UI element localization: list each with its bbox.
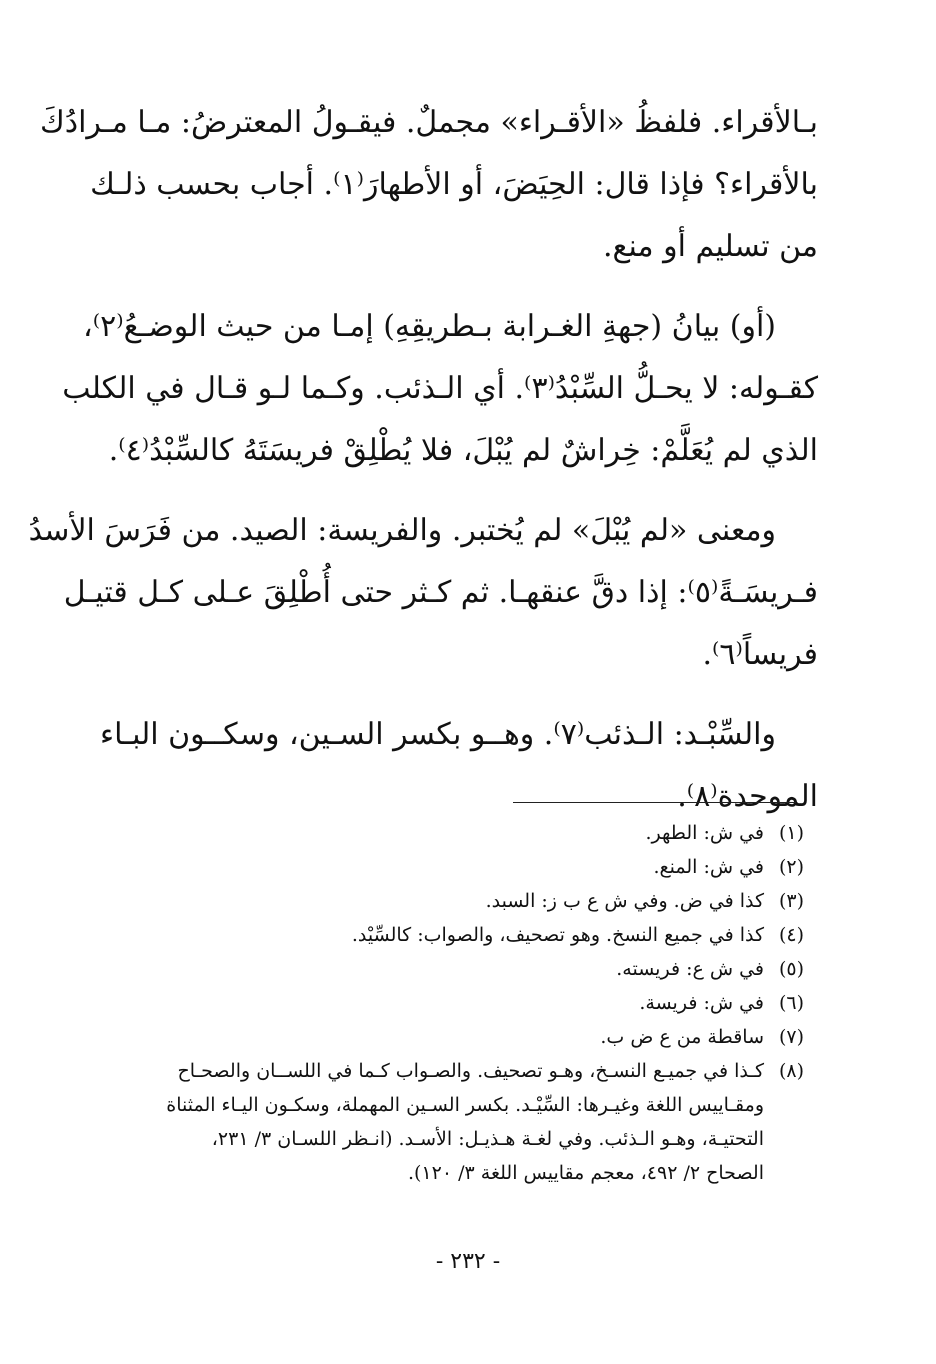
footnote-line: التحتيـة، وهـو الـذئب. وفي لغـة هـذيـل: الأسـد. (انـظر اللسـان ٣/ ٢٣١، xyxy=(211,1128,764,1150)
footnote-line: الصحاح ٢/ ٤٩٢، معجم مقاييس اللغة ٣/ ١٢٠). xyxy=(407,1162,764,1184)
footnote-text xyxy=(110,952,764,986)
footnote xyxy=(110,850,804,884)
footnote-text xyxy=(110,918,764,952)
footnotes xyxy=(110,816,804,1190)
footnote xyxy=(110,986,804,1020)
main-text xyxy=(28,92,818,846)
footnote-line: في ش: فريسة. xyxy=(639,992,764,1014)
footnote xyxy=(110,884,804,918)
footnote-line: في ش: المنع. xyxy=(653,856,764,878)
paragraph xyxy=(39,92,818,278)
text-line: الموحدة⁽٨⁾. xyxy=(677,779,818,814)
paragraph xyxy=(28,500,818,686)
text-line: فريساً⁽٦⁾. xyxy=(702,637,818,672)
footnote-line: كذا في جميع النسخ. وهو تصحيف، والصواب: كالسِّيْد. xyxy=(351,924,764,946)
page-number: - ٢٣٢ - xyxy=(435,1249,501,1274)
footnote xyxy=(110,816,804,850)
footnote xyxy=(110,1020,804,1054)
text-line: الذي لم يُعَلَّمْ: خِراشٌ لم يُبْلَ، فلا يُطْلِقْ فريسَتَهُ كالسِّبْدُ⁽٤⁾. xyxy=(108,433,818,468)
footnote xyxy=(110,952,804,986)
text-line: ومعنى «لم يُبْلَ» لم يُختبر. والفريسة: الصيد. من فَرَسَ الأسدُ xyxy=(28,513,776,548)
footnote xyxy=(110,918,804,952)
footnote-number: (٨) xyxy=(778,1060,804,1082)
footnote-line: في ش: الطهر. xyxy=(645,822,764,844)
text-line: (أو) بيانُ (جهةِ الغـرابة بـطريقِهِ) إمـا من حيث الوضـعُ⁽٢⁾، xyxy=(83,309,776,344)
footnote-number: (٣) xyxy=(778,890,804,912)
footnote-text xyxy=(110,816,764,850)
text-line: فـريسَـةً⁽٥⁾: إذا دقَّ عنقهـا. ثم كـثر حتى أُطْلِقَ عـلى كـل قتيـل xyxy=(63,575,818,610)
footnote-text xyxy=(110,850,764,884)
paragraph xyxy=(62,296,818,482)
footnote-number: (٤) xyxy=(778,924,804,946)
footnote-number: (١) xyxy=(778,822,804,844)
text-line: بـالأقراء. فلفظُ «الأقـراء» مجملٌ. فيقـولُ المعترضُ: مـا مـرادُكَ xyxy=(39,105,818,140)
footnote-line: في ش ع: فريسته. xyxy=(616,958,764,980)
paragraph xyxy=(100,704,818,828)
text-line: كقـوله: لا يحـلُّ السِّبْدُ⁽٣⁾. أي الـذئب. وكـما لـو قـال في الكلب xyxy=(62,371,818,406)
footnote-line: كـذا في جميـع النسـخ، وهـو تصحيف. والصـواب كـما في اللســان والصحـاح xyxy=(177,1060,764,1082)
text-line: بالأقراء؟ فإذا قال: الحِيَضَ، أو الأطهارَ⁽١⁾. أجاب بحسب ذلـك xyxy=(90,167,818,202)
footnote-line: ومقـاييس اللغة وغيـرها: السِّيْـد. بكسر السـين المهملة، وسكـون اليـاء المثناة xyxy=(166,1094,764,1116)
footnote-line: ساقطة من ع ض ب. xyxy=(600,1026,764,1048)
footnote xyxy=(110,1054,804,1190)
footnote-number: (٥) xyxy=(778,958,804,980)
footnote-number: (٢) xyxy=(778,856,804,878)
text-line: والسِّبْـد: الـذئب⁽٧⁾. وهــو بكسر السـين، وسكــون البـاء xyxy=(100,717,776,752)
footnote-text xyxy=(110,986,764,1020)
text-line: من تسليم أو منع. xyxy=(602,229,818,264)
footnote-number: (٧) xyxy=(778,1026,804,1048)
footnote-separator xyxy=(513,802,796,803)
footnote-text xyxy=(110,1054,764,1190)
footnote-number: (٦) xyxy=(778,992,804,1014)
footnote-line: كذا في ض. وفي ش ع ب ز: السبد. xyxy=(485,890,764,912)
footnote-text xyxy=(110,1020,764,1054)
footnote-text xyxy=(110,884,764,918)
